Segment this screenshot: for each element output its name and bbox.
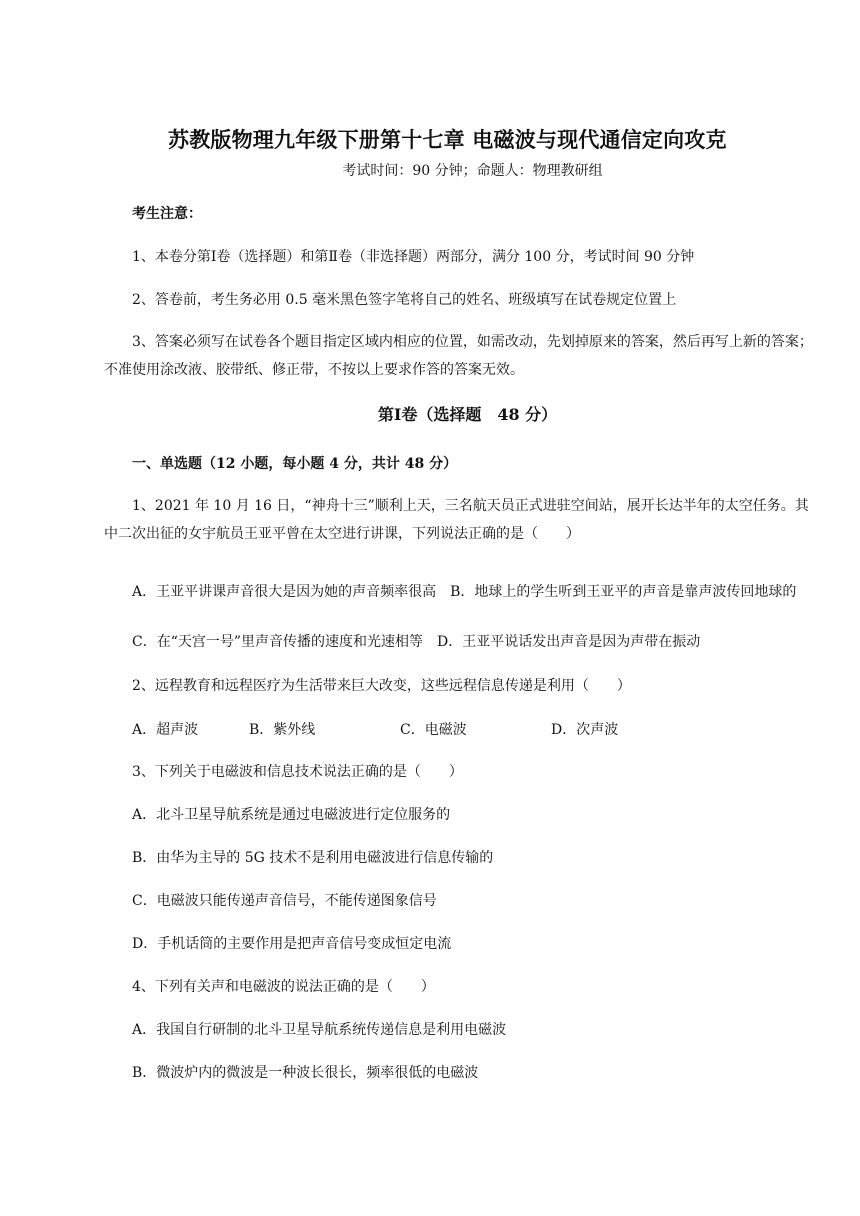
notice-item-3: 3、答案必须写在试卷各个题目指定区域内相应的位置，如需改动，先划掉原来的答案，然后再写上新的答案；不准使用涂改液、胶带纸、修正带，不按以上要求作答的答案无效。 [104,334,813,378]
question-4-option-a: A．我国自行研制的北斗卫星导航系统传递信息是利用电磁波 [132,1022,507,1038]
section-title: 第Ⅰ卷（选择题 48 分） [377,405,558,424]
question-3-option-c: C．电磁波只能传递声音信号，不能传递图象信号 [132,893,437,909]
notice-item-2: 2、答卷前，考生务必用 0.5 毫米黑色签字笔将自己的姓名、班级填写在试卷规定位置上 [132,292,677,308]
notice-item-1: 1、本卷分第Ⅰ卷（选择题）和第Ⅱ卷（非选择题）两部分，满分 100 分，考试时间 90 分钟 [132,249,695,265]
part-heading: 一、单选题（12 小题，每小题 4 分，共计 48 分） [132,456,458,472]
exam-subtitle: 考试时间：90 分钟；命题人：物理教研组 [342,163,603,179]
question-1-stem: 1、2021 年 10 月 16 日，“神舟十三”顺利上天，三名航天员正式进驻空间站，展开长达半年的太空任务。其中二次出征的女宇航员王亚平曾在太空进行讲课，下列说法正确的是（ ） [104,498,809,542]
question-4-option-b: B．微波炉内的微波是一种波长很长，频率很低的电磁波 [132,1065,479,1081]
question-3-stem: 3、下列关于电磁波和信息技术说法正确的是（ ） [132,764,463,780]
notice-heading: 考生注意： [132,206,202,222]
question-2-option-d: D．次声波 [551,722,619,738]
question-3-option-d: D．手机话筒的主要作用是把声音信号变成恒定电流 [132,936,452,952]
question-1-options-cd: C．在“天宫一号”里声音传播的速度和光速相等 D．王亚平说话发出声音是因为声带在振动 [132,634,701,650]
question-2-stem: 2、远程教育和远程医疗为生活带来巨大改变，这些远程信息传递是利用（ ） [132,678,631,694]
question-3-option-b: B．由华为主导的 5G 技术不是利用电磁波进行信息传输的 [132,850,494,866]
question-2-options [132,719,732,739]
question-2-option-b: B．紫外线 [249,722,316,738]
question-2-option-c: C．电磁波 [400,722,467,738]
question-4-stem: 4、下列有关声和电磁波的说法正确的是（ ） [132,979,435,995]
question-2-option-a: A．超声波 [132,722,199,738]
exam-title: 苏教版物理九年级下册第十七章 电磁波与现代通信定向攻克 [168,127,727,152]
question-1-options-ab: A．王亚平讲课声音很大是因为她的声音频率很高 B．地球上的学生听到王亚平的声音是靠声波传回地球的 [132,584,797,600]
question-3-option-a: A．北斗卫星导航系统是通过电磁波进行定位服务的 [132,807,451,823]
